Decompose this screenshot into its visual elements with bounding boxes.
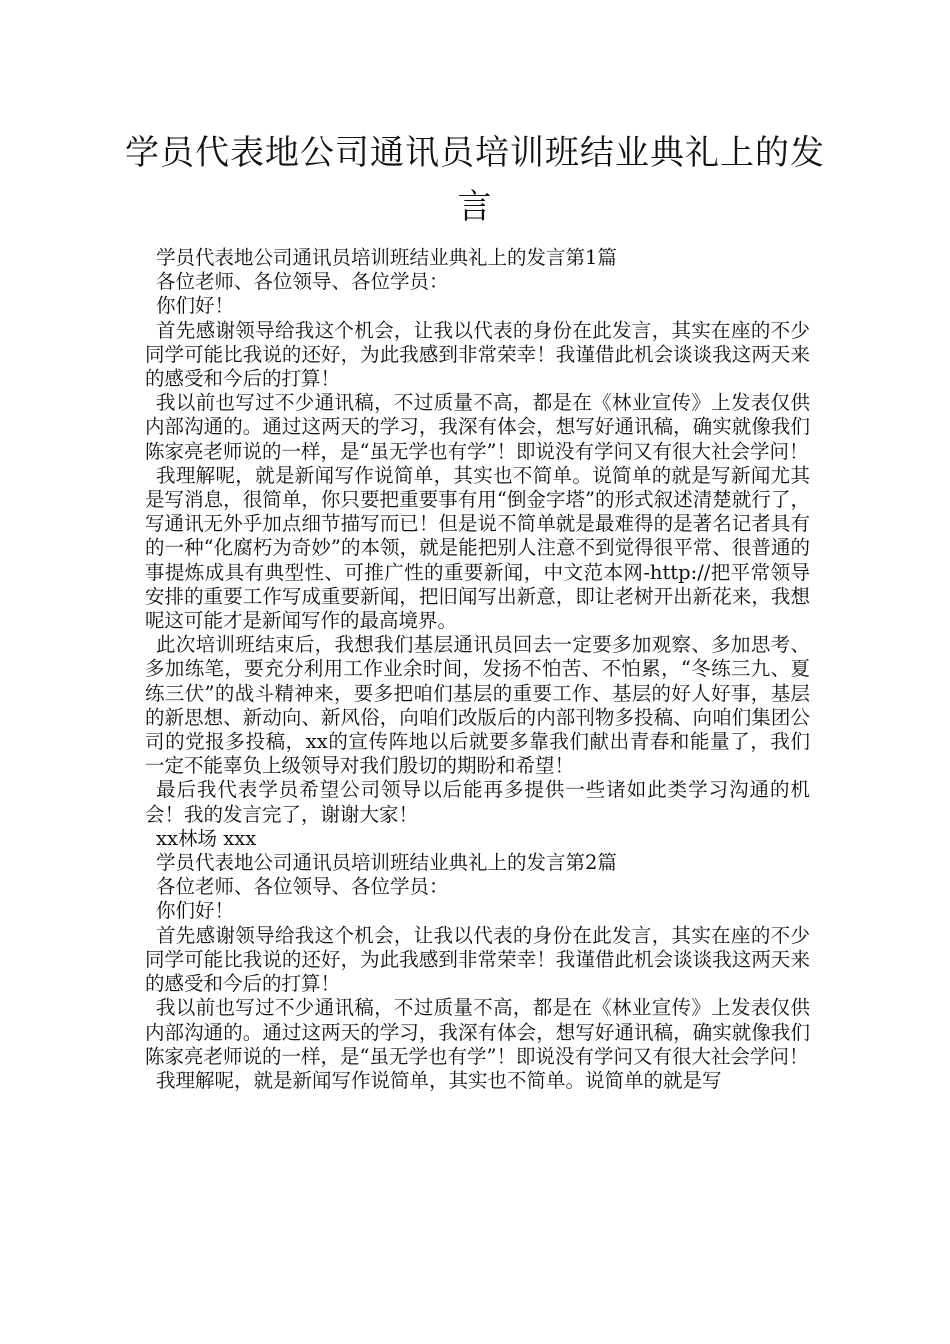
paragraph: 我以前也写过不少通讯稿，不过质量不高，都是在《林业宣传》上发表仅供内部沟通的。通过这两天的学习，我深有体会，想写好通讯稿，确实就像我们陈家亮老师说的一样，是“虽无学也有学”！即说没有学问又有很大社会学问！ [145,391,810,463]
paragraph: 你们好！ [156,294,235,318]
paragraph: 各位老师、各位领导、各位学员： [156,270,449,294]
paragraph: 各位老师、各位领导、各位学员： [156,875,449,899]
paragraph: 首先感谢领导给我这个机会，让我以代表的身份在此发言，其实在座的不少同学可能比我说的还好，为此我感到非常荣幸！我谨借此机会谈谈我这两天来的感受和今后的打算！ [145,318,810,391]
paragraph: 学员代表地公司通讯员培训班结业典礼上的发言第1篇 [156,246,617,269]
paragraph: 我以前也写过不少通讯稿，不过质量不高，都是在《林业宣传》上发表仅供内部沟通的。通过这两天的学习，我深有体会，想写好通讯稿，确实就像我们陈家亮老师说的一样，是“虽无学也有学”！即说没有学问又有很大社会学问！ [145,996,810,1068]
paragraph: 我理解呢，就是新闻写作说简单，其实也不简单。说简单的就是写 [156,1068,722,1092]
paragraph: 我理解呢，就是新闻写作说简单，其实也不简单。说简单的就是写新闻尤其是写消息，很简单，你只要把重要事有用“倒金字塔”的形式叙述清楚就行了，写通讯无外乎加点细节描写而已！但是说不简单就是最难得的是著名记者具有的一种“化腐朽为奇妙”的本领，就是能把别人注意不到觉得很平常、很普通的事提炼成具有典型性、可推广性的重要新闻，中文范本网-http://把平常领导安排的重要工作写成重要新闻，把旧闻写出新意，即让老树开出新花来，我想呢这可能才是新闻写作的最高境界。 [145,463,810,633]
paragraph: 学员代表地公司通讯员培训班结业典礼上的发言第2篇 [156,851,617,875]
document-body [145,246,810,1093]
paragraph: 你们好！ [156,899,235,923]
paragraph: xx林场 xxx [156,826,257,850]
paragraph: 此次培训班结束后，我想我们基层通讯员回去一定要多加观察、多加思考、多加练笔，要充分利用工作业余时间，发扬不怕苦、不怕累，“冬练三九、夏练三伏”的战斗精神来，要多把咱们基层的重要工作、基层的好人好事，基层的新思想、新动向、新风俗，向咱们改版后的内部刊物多投稿、向咱们集团公司的党报多投稿，xx的宣传阵地以后就要多靠我们献出青春和能量了，我们一定不能辜负上级领导对我们殷切的期盼和希望！ [145,633,810,778]
paragraph: 最后我代表学员希望公司领导以后能再多提供一些诸如此类学习沟通的机会！我的发言完了，谢谢大家！ [145,778,810,826]
paragraph: 首先感谢领导给我这个机会，让我以代表的身份在此发言，其实在座的不少同学可能比我说的还好，为此我感到非常荣幸！我谨借此机会谈谈我这两天来的感受和今后的打算！ [145,923,810,996]
document-title: 学员代表地公司通讯员培训班结业典礼上的发言 [125,133,825,227]
